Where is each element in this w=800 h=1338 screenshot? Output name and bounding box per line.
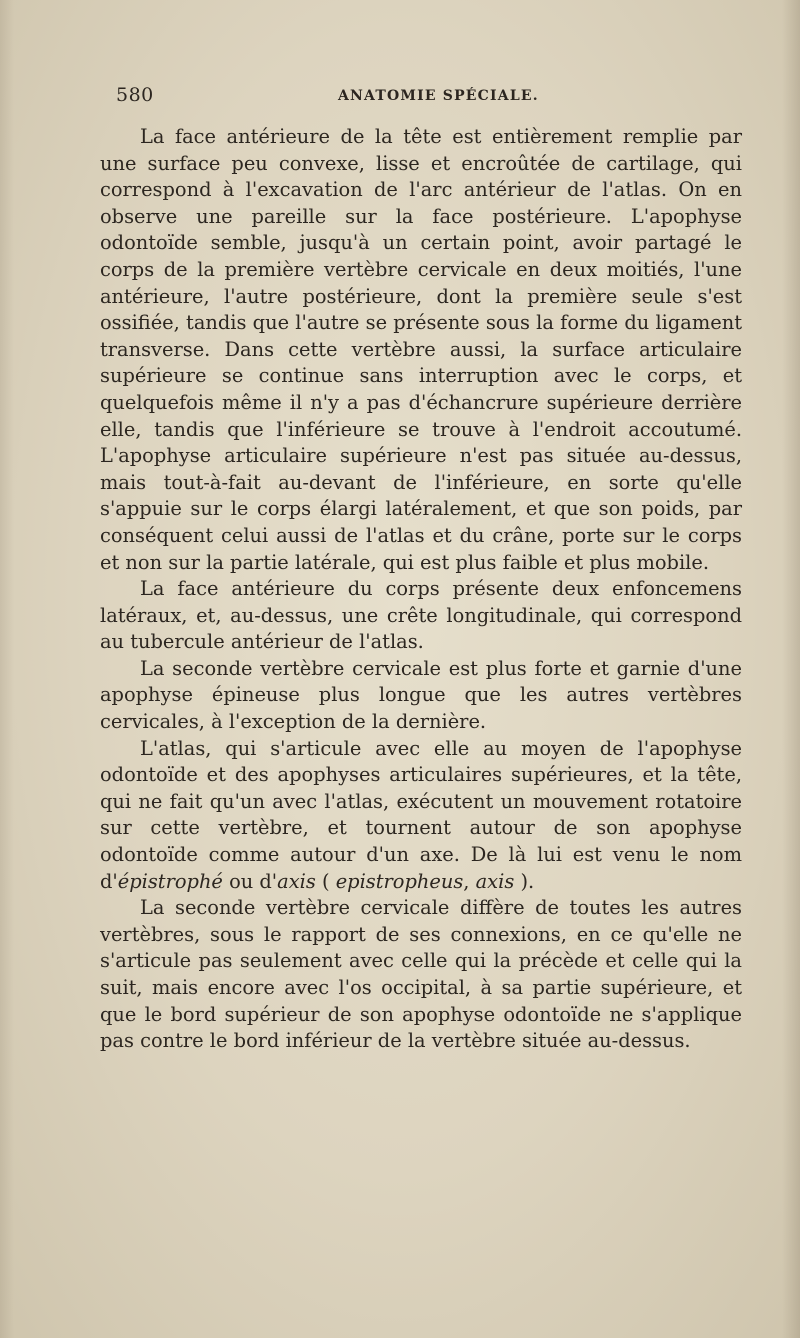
paragraph-4-open-paren: ( [315,869,336,893]
paragraph-5: La seconde vertèbre cervicale diffère de toutes les autres vertèbres, sous le rapport de ses connexions, en ce qu'elle ne s'articule pas seulement avec celle qui la précède et celle qui la suit, mais encore avec l'os occipital, à sa partie supérieure, et que le bord supérieur de son apophyse odontoïde ne s'applique pas contre le bord inférieur de la vertèbre située au-dessus. [100,896,742,1053]
term-axis: axis [277,869,316,893]
page-header [116,84,746,114]
page-gutter-shadow [0,0,14,1338]
paragraph-4-text: L'atlas, qui s'articule avec elle au moyen de l'apophyse odontoïde et des apophyses articulaires supérieures, et la tête, qui ne fait qu'un avec l'atlas, exécutent un mouvement rotatoire sur cette vertèbre, et tournent autour de son apophyse odontoïde comme autour d'un axe. De là lui est venu le nom d' [100,736,742,893]
paragraph-4 [100,736,742,896]
paragraph-1: La face antérieure de la tête est entièrement remplie par une surface peu convexe, lisse et encroûtée de cartilage, qui correspond à l'excavation de l'arc antérieur de l'atlas. On en observe une pareille sur la face postérieure. L'apophyse odontoïde semble, jusqu'à un certain point, avoir partagé le corps de la première vertèbre cervicale en deux moitiés, l'une antérieure, l'autre postérieure, dont la première seule s'est ossifiée, tandis que l'autre se présente sous la forme du ligament transverse. Dans cette vertèbre aussi, la surface articulaire supérieure se continue sans interruption avec le corps, et quelquefois même il n'y a pas d'échancrure supérieure derrière elle, tandis que l'inférieure se trouve à l'endroit accoutumé. L'apophyse articulaire supérieure n'est pas située au-dessus, mais tout-à-fait au-devant de l'inférieure, en sorte qu'elle s'appuie sur le corps élargi latéralement, et que son poids, par conséquent celui aussi de l'atlas et du crâne, porte sur le corps et non sur la partie latérale, qui est plus faible et plus mobile. [100,125,742,574]
running-title: ANATOMIE SPÉCIALE. [338,88,539,104]
paragraph-4-connector: ou d' [222,869,278,893]
term-axis-latin: axis [475,869,515,893]
body-text [100,124,742,1055]
paragraph-2: La face antérieure du corps présente deux enfoncemens latéraux, et, au-dessus, une crête longitudinale, qui correspond au tubercule antérieur de l'atlas. [100,577,742,654]
page-number: 580 [116,84,154,106]
paragraph-4-comma: , [463,869,476,893]
paragraph-3: La seconde vertèbre cervicale est plus forte et garnie d'une apophyse épineuse plus longue que les autres vertèbres cervicales, à l'exception de la dernière. [100,656,742,734]
term-epistrophe: épistrophé [117,869,223,893]
paragraph-4-close-paren: ). [514,869,535,893]
page-edge-shadow [782,0,800,1338]
term-epistropheus: epistropheus [335,869,464,893]
